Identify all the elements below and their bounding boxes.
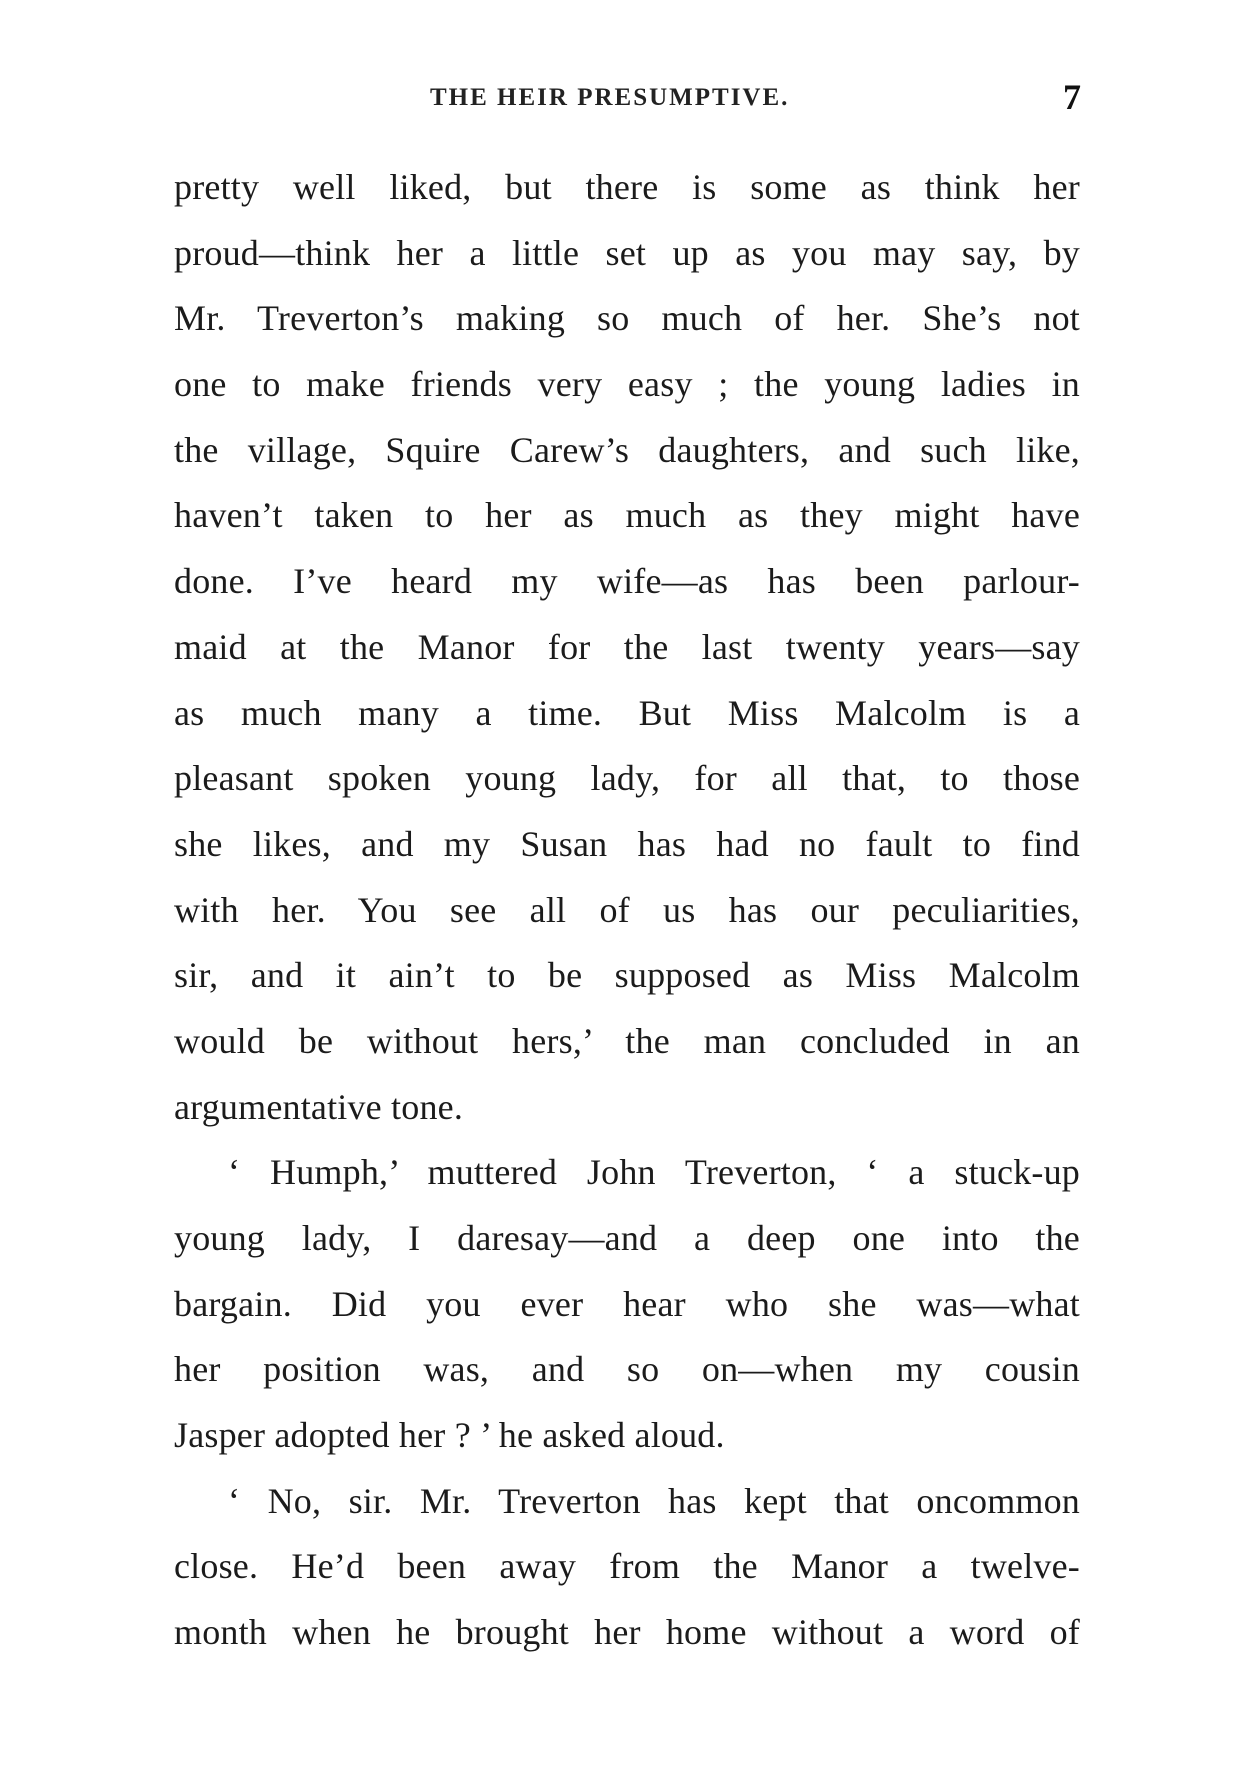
text-line: would be without hers,’ the man concluded in an: [174, 1020, 1080, 1061]
text-line: one to make friends very easy ; the young ladies in: [174, 364, 1080, 405]
text-line: her position was, and so on—when my cousin: [174, 1349, 1080, 1390]
text-line: young lady, I daresay—and a deep one into the: [174, 1218, 1080, 1258]
text-line: with her. You see all of us has our peculiarities,: [174, 889, 1080, 930]
text-line: done. I’ve heard my wife—as has been parlour-: [174, 561, 1080, 602]
text-line: ‘ No, sir. Mr. Treverton has kept that oncommon: [228, 1480, 1080, 1521]
text-line: Jasper adopted her ? ’ he asked aloud.: [174, 1415, 725, 1456]
text-line: she likes, and my Susan has had no fault to find: [174, 823, 1080, 864]
text-line: as much many a time. But Miss Malcolm is a: [174, 692, 1080, 733]
text-line: month when he brought her home without a word of: [174, 1612, 1080, 1653]
text-line: bargain. Did you ever hear who she was—what: [174, 1283, 1080, 1324]
text-line: Mr. Treverton’s making so much of her. She’s not: [174, 298, 1080, 339]
text-line: maid at the Manor for the last twenty years—say: [174, 626, 1080, 667]
text-line: haven’t taken to her as much as they might have: [174, 495, 1080, 536]
text-line: proud—think her a little set up as you may say, by: [174, 232, 1080, 273]
text-line: pleasant spoken young lady, for all that, to those: [174, 758, 1080, 799]
running-head-title: THE HEIR PRESUMPTIVE.: [430, 84, 790, 111]
text-line: ‘ Humph,’ muttered John Treverton, ‘ a stuck-up: [228, 1152, 1080, 1193]
text-line: argumentative tone.: [174, 1086, 464, 1127]
text-line: close. He’d been away from the Manor a twelve-: [174, 1546, 1080, 1587]
body-text: [174, 155, 1080, 1666]
page-number: 7: [1063, 77, 1081, 117]
text-line: sir, and it ain’t to be supposed as Miss Malcolm: [174, 955, 1080, 996]
text-line: pretty well liked, but there is some as think her: [174, 167, 1080, 207]
text-line: the village, Squire Carew’s daughters, and such like,: [174, 429, 1080, 470]
